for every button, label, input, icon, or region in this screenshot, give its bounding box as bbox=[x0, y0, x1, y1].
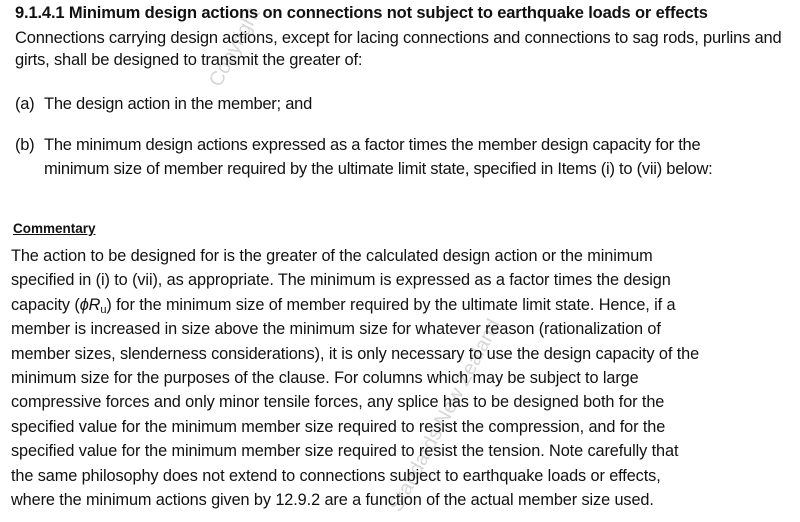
commentary-line: The action to be designed for is the greater of the calculated design action or the minimum bbox=[11, 247, 653, 265]
commentary-line: the same philosophy does not extend to connections subject to earthquake loads or effects, bbox=[11, 466, 661, 485]
commentary-line: minimum size for the purposes of the clause. For columns which may be subject to large bbox=[11, 369, 639, 388]
list-item-a bbox=[15, 92, 791, 116]
subscript-u: u bbox=[100, 303, 107, 316]
list-item-text: The design action in the member; and bbox=[44, 95, 312, 113]
watermark-copyright: Copyright bbox=[205, 4, 265, 91]
phi-symbol: ϕR bbox=[79, 295, 101, 314]
section-intro: Connections carrying design actions, except for lacing connections and connections to sag rods, purlins and girts, shall be designed to transmit the greater of: bbox=[15, 29, 782, 69]
capacity-text-before: capacity ( bbox=[11, 295, 80, 314]
commentary-line: specified value for the minimum member size required to resist the tension. Note carefully that bbox=[11, 442, 679, 461]
commentary-line: specified in (i) to (vii), as appropriate. The minimum is expressed as a factor times the design bbox=[11, 271, 671, 290]
list-item-text: The minimum design actions expressed as a factor times the member design capacity for the bbox=[44, 136, 701, 154]
list-item-label: (b) bbox=[15, 136, 35, 154]
commentary-line: compressive forces and only minor tensile forces, any splice has to be designed both for the bbox=[11, 393, 665, 412]
commentary-line-capacity bbox=[11, 293, 773, 317]
list-item-b bbox=[15, 133, 791, 181]
commentary-title: Commentary bbox=[13, 221, 96, 236]
list-item-text-continued: minimum size of member required by the ultimate limit state, specified in Items (i) to (vii) below: bbox=[44, 160, 713, 178]
commentary-line: member is increased in size above the minimum size for whatever reason (rationalization of bbox=[11, 320, 661, 339]
commentary-line: member sizes, slenderness considerations), it is only necessary to use the design capacity of the bbox=[11, 344, 700, 363]
commentary-body bbox=[11, 244, 773, 512]
capacity-text-after: ) for the minimum size of member required by the ultimate limit state. Hence, if a bbox=[106, 295, 676, 314]
list-item-label: (a) bbox=[15, 95, 35, 113]
section-heading: 9.1.4.1 Minimum design actions on connections not subject to earthquake loads or effects bbox=[15, 4, 708, 22]
watermark-standards-nz: Standards New Zealand bbox=[385, 315, 506, 516]
commentary-line: where the minimum actions given by 12.9.2 are a function of the actual member size used. bbox=[11, 491, 654, 510]
commentary-line: specified value for the minimum member size required to resist the compression, and for the bbox=[11, 417, 666, 436]
